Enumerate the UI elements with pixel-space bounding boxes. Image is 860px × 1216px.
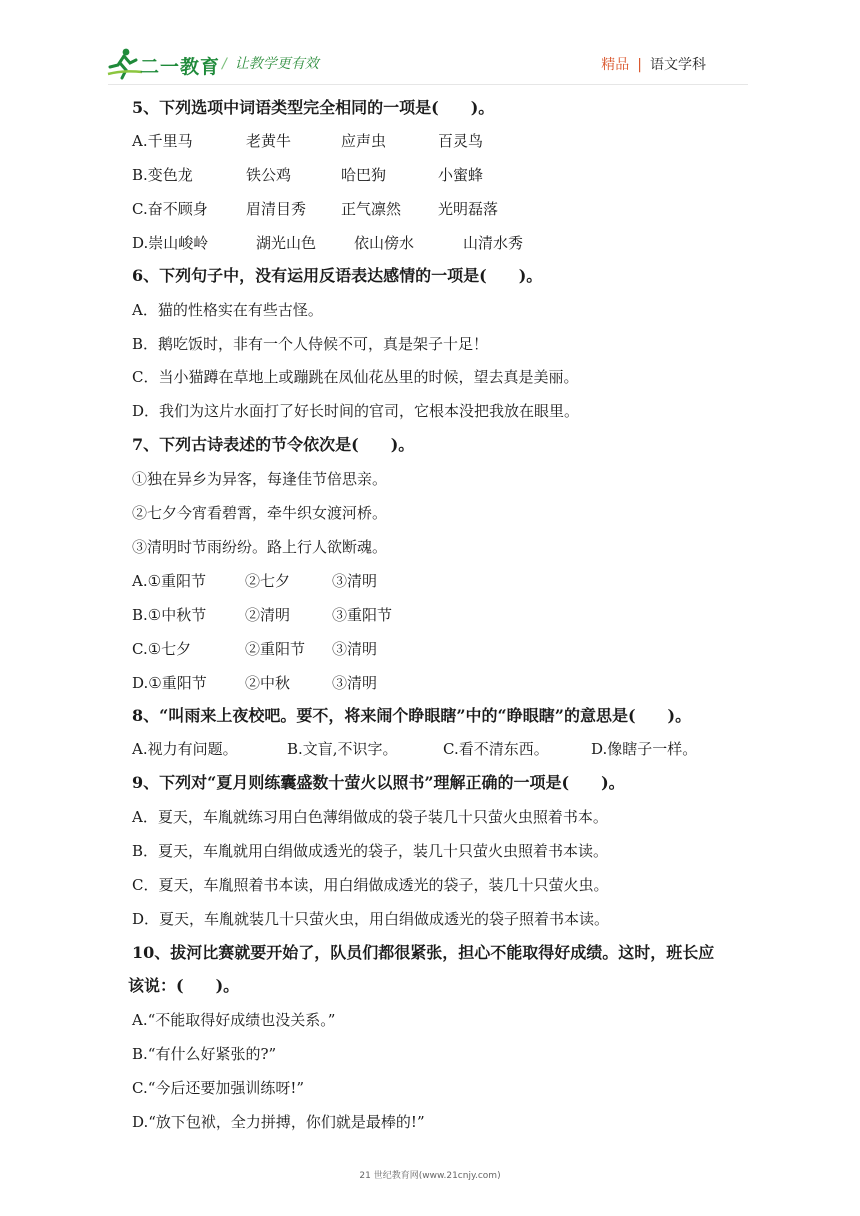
question-9-option-b: B．夏天，车胤就用白绢做成透光的袋子，装几十只萤火虫照着书本读。	[132, 842, 609, 860]
question-7-option-b	[132, 603, 392, 627]
option-cell: A.①重阳节	[132, 572, 207, 590]
option-cell: ③清明	[332, 674, 378, 692]
slogan-divider: /	[222, 56, 227, 72]
question-6-title: 6、下列句子中，没有运用反语表达感情的一项是( )。	[132, 266, 543, 285]
question-7-option-d	[132, 671, 377, 695]
question-7-poem-1: ①独在异乡为异客，每逢佳节倍思亲。	[132, 470, 388, 488]
question-9-option-d: D．夏天，车胤就装几十只萤火虫，用白绢做成透光的袋子照着书本读。	[132, 910, 610, 928]
option-cell: ②中秋	[245, 674, 291, 692]
header-rule	[108, 84, 748, 85]
option-cell: 眉清目秀	[246, 200, 307, 218]
option-cell: A.视力有问题。	[132, 740, 238, 758]
option-cell: 哈巴狗	[341, 166, 387, 184]
question-7-poem-3: ③清明时节雨纷纷。路上行人欲断魂。	[132, 538, 388, 556]
option-cell: 铁公鸡	[246, 166, 292, 184]
question-6-option-c: C．当小猫蹲在草地上或蹦跳在凤仙花丛里的时候，望去真是美丽。	[132, 368, 579, 386]
runner-logo-icon	[104, 46, 144, 80]
option-cell: ③清明	[332, 640, 378, 658]
question-5-option-b	[132, 163, 483, 187]
question-6-option-d: D．我们为这片水面打了好长时间的官司，它根本没把我放在眼里。	[132, 402, 580, 420]
option-cell: 依山傍水	[354, 234, 415, 252]
option-cell: 老黄牛	[246, 132, 292, 150]
subject-label: 语文学科	[650, 57, 706, 73]
question-7-poem-2: ②七夕今宵看碧霄，牵牛织女渡河桥。	[132, 504, 388, 522]
question-9-option-c: C．夏天，车胤照着书本读，用白绢做成透光的袋子，装几十只萤火虫。	[132, 876, 609, 894]
option-cell: 光明磊落	[438, 200, 499, 218]
question-9-option-a: A．夏天，车胤就练习用白色薄绢做成的袋子装几十只萤火虫照着书本。	[132, 808, 608, 826]
question-5-option-c	[132, 197, 498, 221]
option-cell: ②重阳节	[245, 640, 306, 658]
option-cell: 正气凛然	[341, 200, 402, 218]
option-cell: D.崇山峻岭	[132, 234, 209, 252]
option-cell: 小蜜蜂	[438, 166, 484, 184]
option-cell: 湖光山色	[256, 234, 317, 252]
option-cell: 应声虫	[341, 132, 387, 150]
question-8-title: 8、“叫雨来上夜校吧。要不，将来闹个睁眼瞎”中的“睁眼瞎”的意思是( )。	[132, 706, 692, 725]
question-10-option-b: B.“有什么好紧张的?”	[132, 1045, 277, 1063]
question-5-title: 5、下列选项中词语类型完全相同的一项是( )。	[132, 98, 495, 117]
slogan-text: 让教学更有效	[234, 56, 319, 72]
option-cell: B.①中秋节	[132, 606, 207, 624]
option-cell: D.①重阳节	[132, 674, 207, 692]
question-10-option-d: D.“放下包袱，全力拼搏，你们就是最棒的!”	[132, 1113, 425, 1131]
logo-text: 二一教育	[140, 56, 221, 78]
question-10-title-line1: 10、拔河比赛就要开始了，队员们都很紧张，担心不能取得好成绩。这时，班长应	[132, 943, 715, 962]
option-cell: D.像瞎子一样。	[591, 740, 698, 758]
question-6-option-b: B．鹅吃饭时，非有一个人侍候不可，真是架子十足！	[132, 335, 489, 353]
header-right	[601, 54, 706, 74]
header-divider: |	[637, 57, 642, 73]
option-cell: 百灵鸟	[438, 132, 484, 150]
question-7-option-c	[132, 637, 377, 661]
question-5-option-d	[132, 231, 523, 255]
option-cell: ②清明	[245, 606, 291, 624]
option-cell: C.奋不顾身	[132, 200, 208, 218]
logo	[104, 46, 224, 82]
question-9-title: 9、下列对“夏月则练囊盛数十萤火以照书”理解正确的一项是( )。	[132, 773, 625, 792]
question-5-option-a	[132, 129, 483, 153]
option-cell: 山清水秀	[463, 234, 524, 252]
question-10-option-c: C.“今后还要加强训练呀!”	[132, 1079, 305, 1097]
question-7-option-a	[132, 569, 377, 593]
option-cell: C.看不清东西。	[443, 740, 549, 758]
quality-label: 精品	[601, 57, 630, 73]
option-cell: ③重阳节	[332, 606, 393, 624]
option-cell: ②七夕	[245, 572, 291, 590]
question-6-option-a: A．猫的性格实在有些古怪。	[132, 301, 323, 319]
page-header	[0, 0, 860, 90]
question-10-option-a: A.“不能取得好成绩也没关系。”	[132, 1011, 336, 1029]
question-8-options	[132, 737, 697, 761]
option-cell: ③清明	[332, 572, 378, 590]
page-footer: 21 世纪教育网(www.21cnjy.com)	[359, 1171, 501, 1181]
question-10-title-line2: 该说：( )。	[128, 976, 240, 995]
option-cell: B.文盲,不识字。	[287, 740, 398, 758]
slogan	[222, 53, 319, 73]
option-cell: B.变色龙	[132, 166, 193, 184]
option-cell: C.①七夕	[132, 640, 192, 658]
option-cell: A.千里马	[132, 132, 193, 150]
question-7-title: 7、下列古诗表述的节令依次是( )。	[132, 435, 415, 454]
